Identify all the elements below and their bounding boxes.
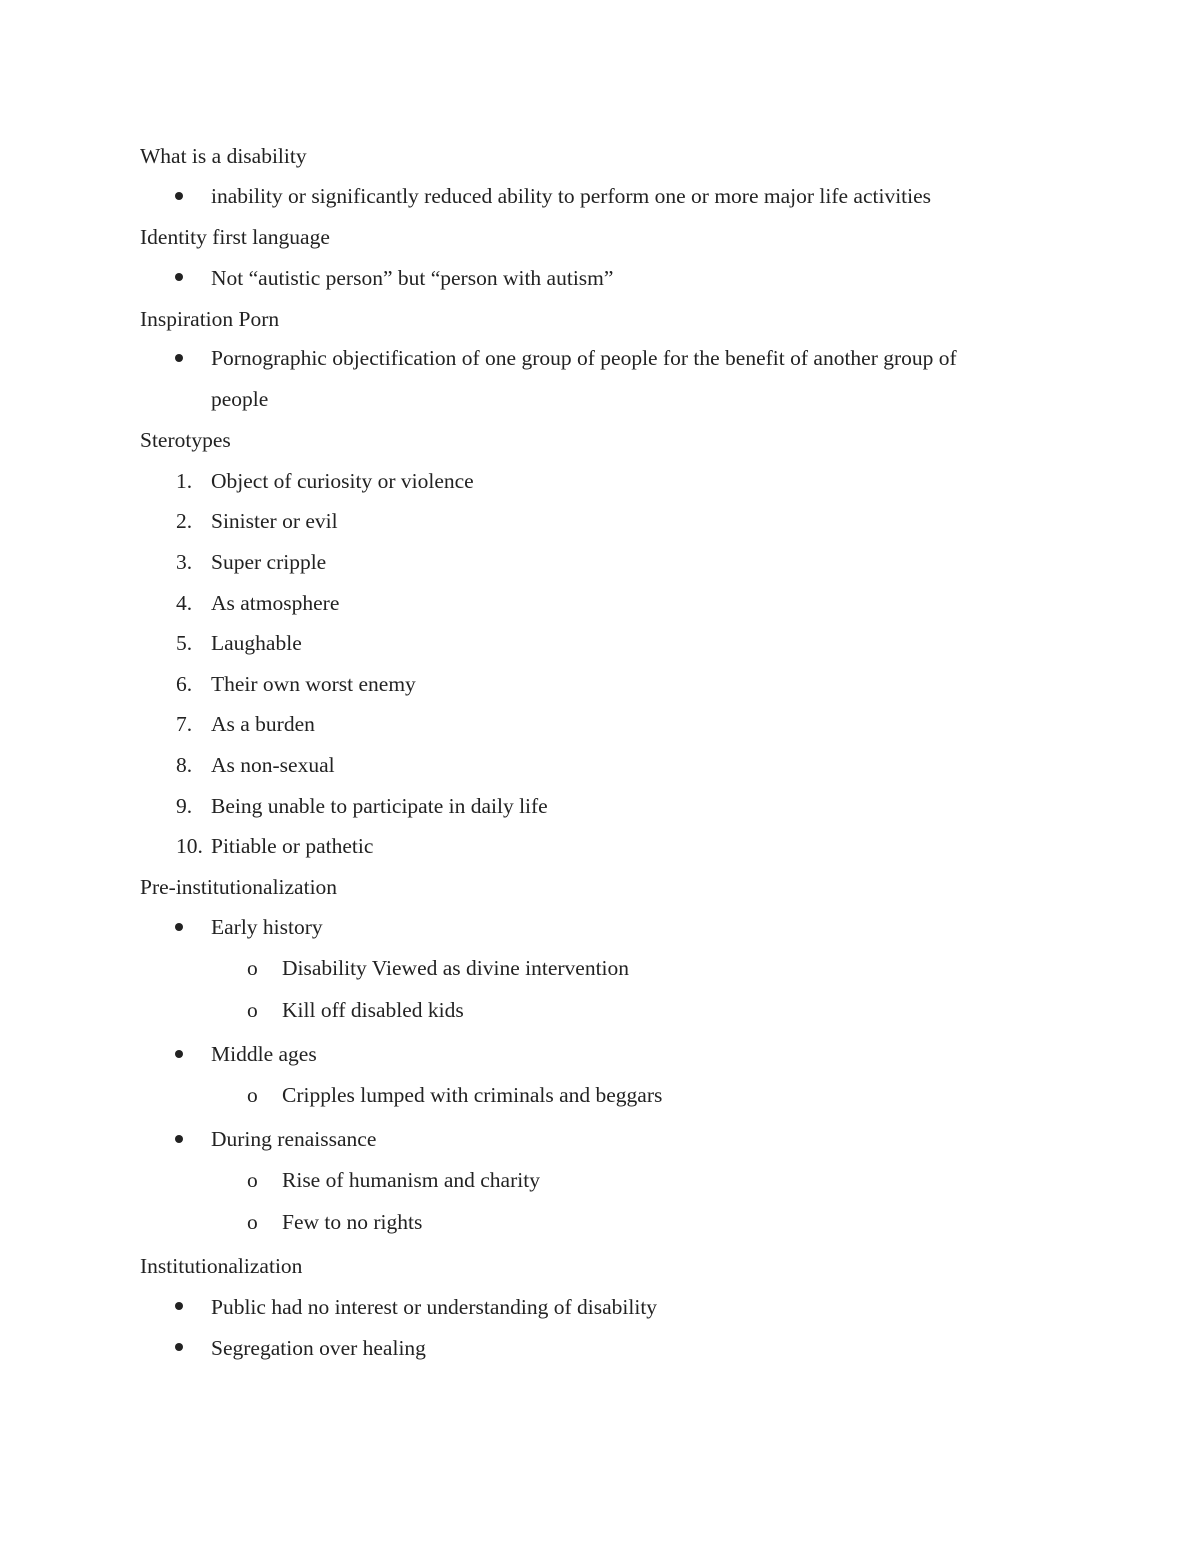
bullet-icon — [175, 1135, 183, 1143]
bullet-icon — [175, 923, 183, 931]
list-item: Middle ages — [211, 1042, 317, 1066]
list-number: 5. — [176, 631, 193, 655]
list-number: 3. — [176, 550, 193, 574]
numbered-item: Super cripple — [211, 550, 327, 574]
heading-pre-institutionalization: Pre-institutionalization — [140, 875, 338, 899]
heading-institutionalization: Institutionalization — [140, 1254, 303, 1278]
list-item: Public had no interest or understanding of disability — [211, 1295, 658, 1319]
list-number: 2. — [176, 509, 193, 533]
list-item: Not “autistic person” but “person with autism” — [211, 266, 614, 290]
list-item: Segregation over healing — [211, 1336, 426, 1360]
sub-list-item: Cripples lumped with criminals and beggars — [282, 1083, 663, 1107]
heading-inspiration-porn: Inspiration Porn — [140, 307, 280, 331]
sub-bullet-marker: o — [247, 1210, 258, 1234]
list-item: During renaissance — [211, 1127, 377, 1151]
numbered-item: Being unable to participate in daily life — [211, 794, 548, 818]
sub-bullet-marker: o — [247, 956, 258, 980]
list-number: 7. — [176, 712, 193, 736]
list-number: 1. — [176, 469, 193, 493]
numbered-item: As a burden — [211, 712, 315, 736]
sub-list-item: Kill off disabled kids — [282, 998, 464, 1022]
sub-list-item: Few to no rights — [282, 1210, 423, 1234]
numbered-item: Laughable — [211, 631, 302, 655]
sub-bullet-marker: o — [247, 1083, 258, 1107]
list-number: 10. — [176, 834, 203, 858]
numbered-item: As atmosphere — [211, 591, 340, 615]
sub-bullet-marker: o — [247, 998, 258, 1022]
list-item-continuation: people — [211, 387, 269, 411]
bullet-icon — [175, 1302, 183, 1310]
numbered-item: Object of curiosity or violence — [211, 469, 474, 493]
sub-list-item: Disability Viewed as divine intervention — [282, 956, 630, 980]
list-item: inability or significantly reduced ability to perform one or more major life activities — [211, 184, 932, 208]
bullet-icon — [175, 192, 183, 200]
sub-list-item: Rise of humanism and charity — [282, 1168, 540, 1192]
bullet-icon — [175, 354, 183, 362]
numbered-item: As non-sexual — [211, 753, 335, 777]
heading-what-is-disability: What is a disability — [140, 144, 307, 168]
numbered-item: Sinister or evil — [211, 509, 338, 533]
list-item: Pornographic objectification of one group of people for the benefit of another group of — [211, 346, 957, 370]
bullet-icon — [175, 273, 183, 281]
numbered-item: Their own worst enemy — [211, 672, 416, 696]
list-item: Early history — [211, 915, 323, 939]
heading-sterotypes: Sterotypes — [140, 428, 231, 452]
heading-identity-first-language: Identity first language — [140, 225, 330, 249]
bullet-icon — [175, 1050, 183, 1058]
numbered-item: Pitiable or pathetic — [211, 834, 374, 858]
list-number: 6. — [176, 672, 193, 696]
list-number: 8. — [176, 753, 193, 777]
bullet-icon — [175, 1343, 183, 1351]
sub-bullet-marker: o — [247, 1168, 258, 1192]
list-number: 9. — [176, 794, 193, 818]
list-number: 4. — [176, 591, 193, 615]
